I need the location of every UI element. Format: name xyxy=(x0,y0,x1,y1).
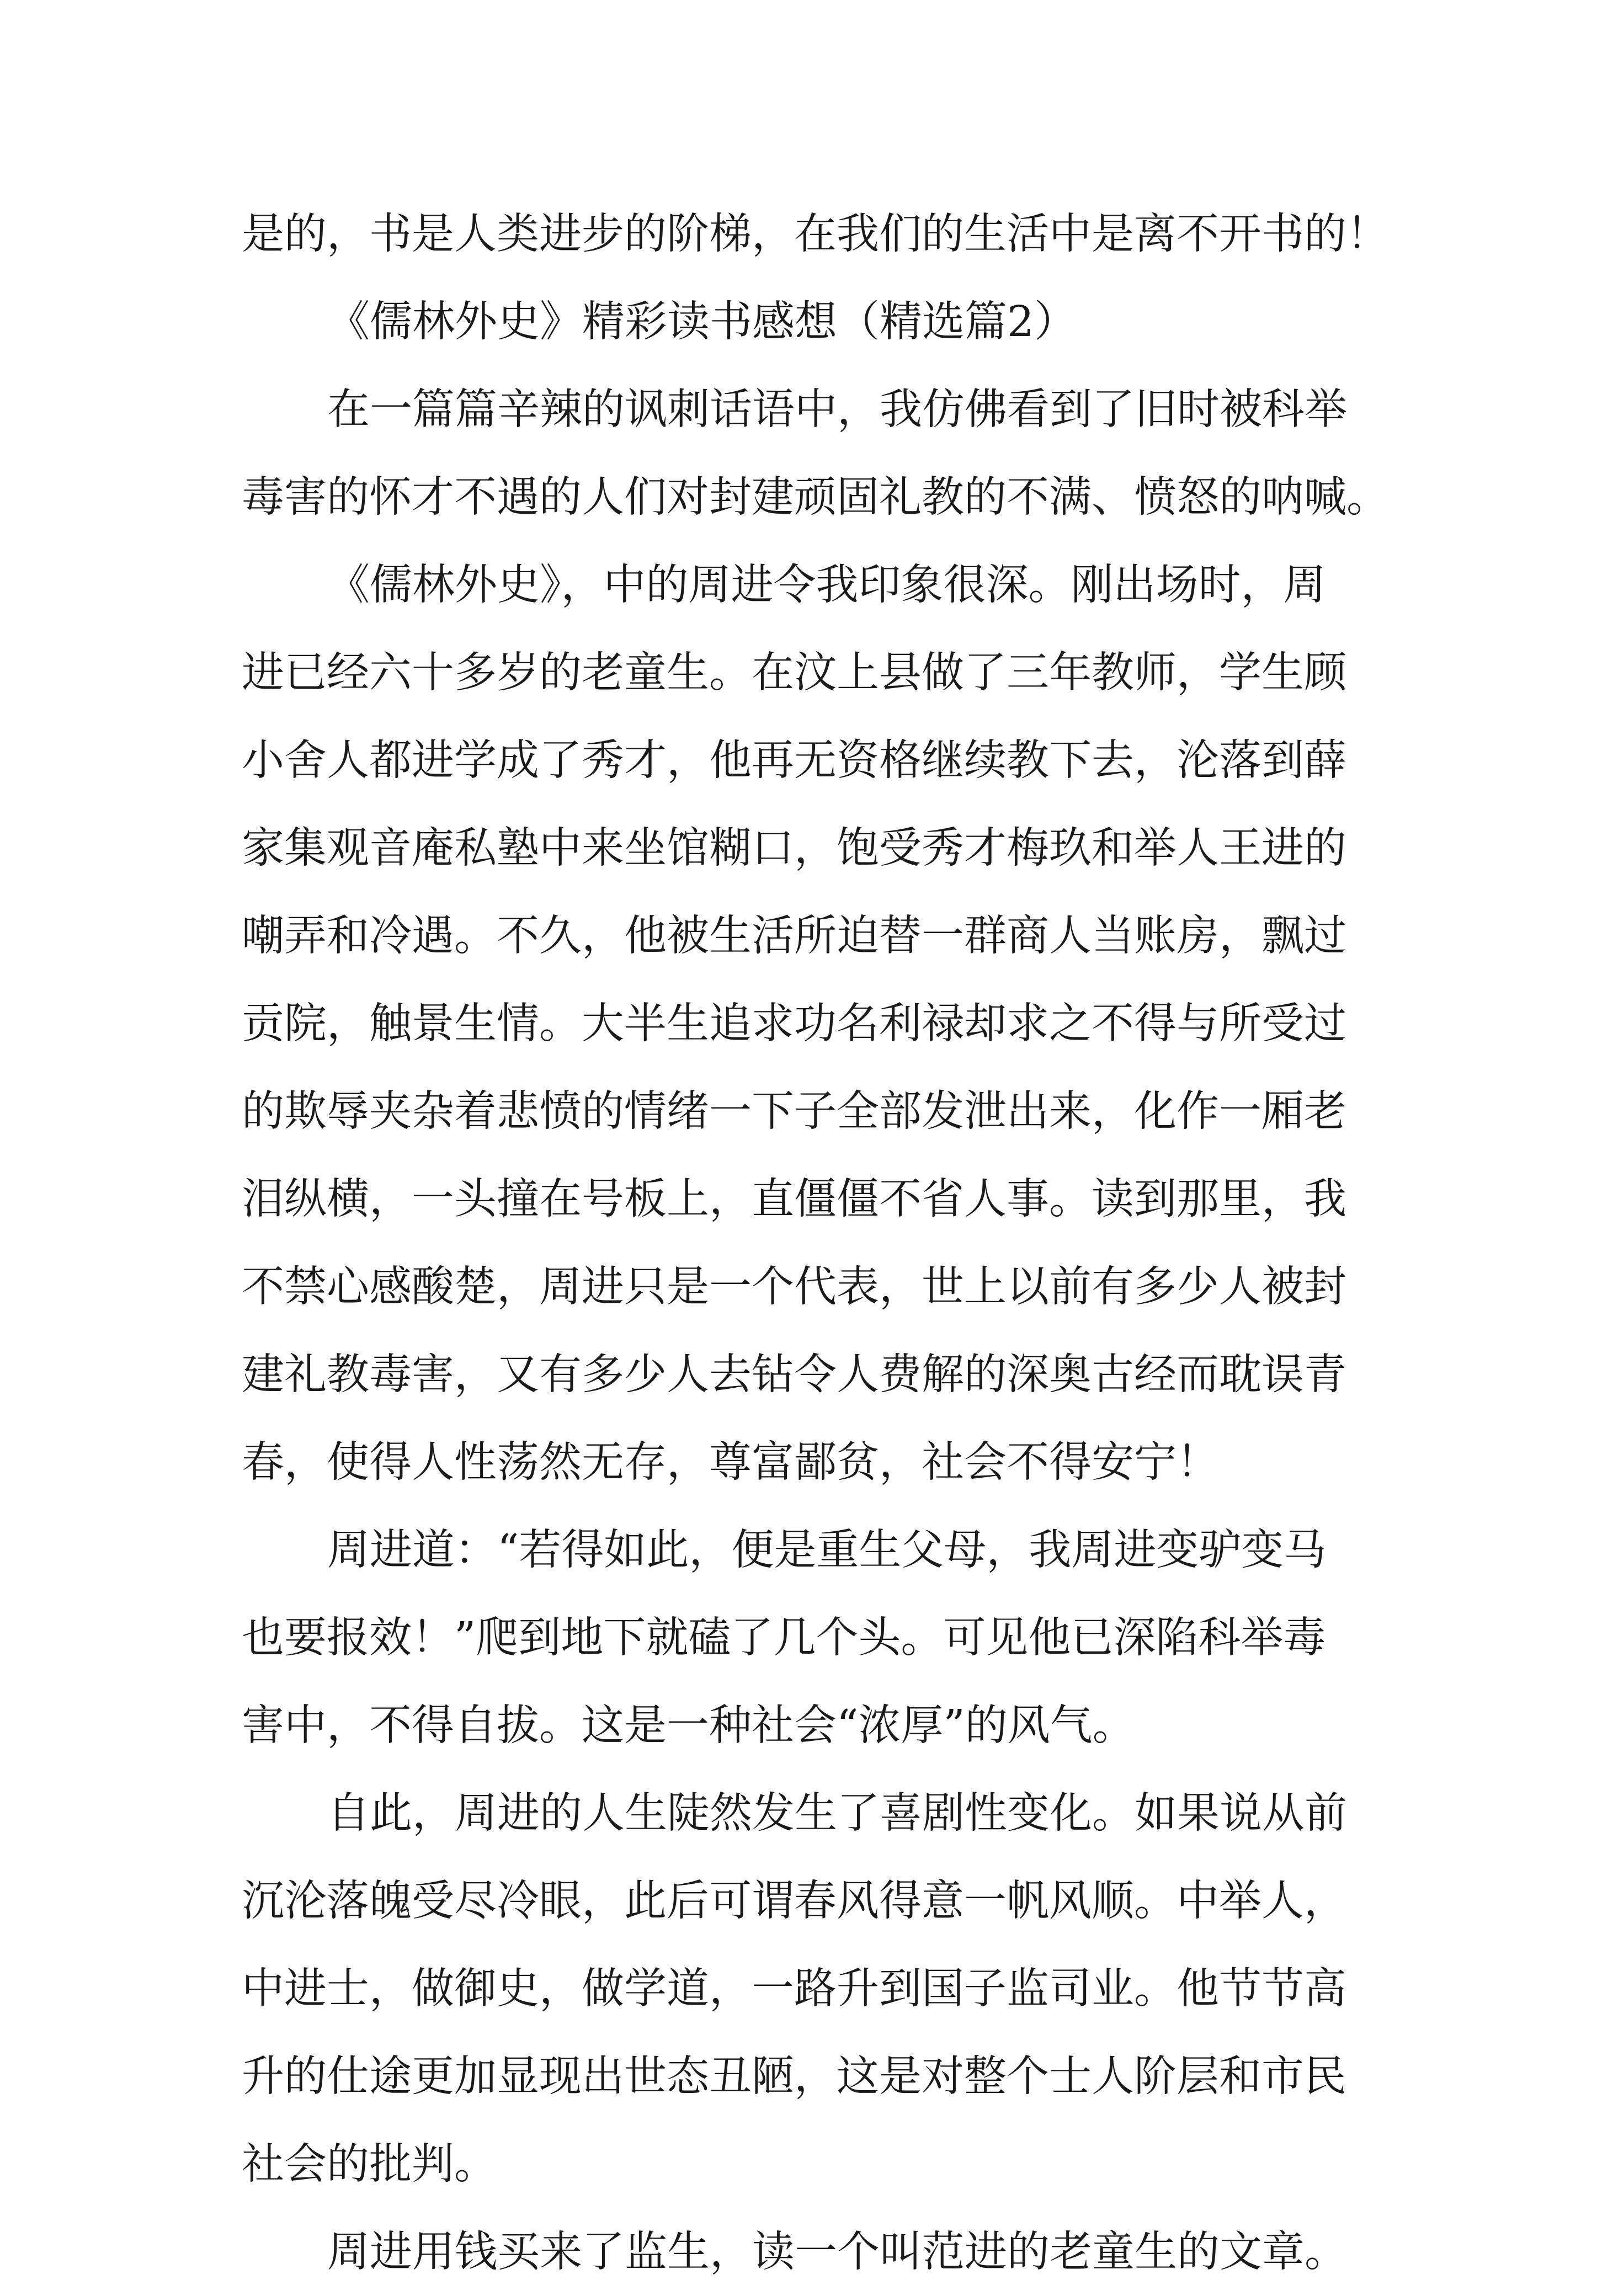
text-line: 沉沦落魄受尽冷眼，此后可谓春风得意一帆风顺。中举人， xyxy=(242,1877,1346,1926)
text-line: 小舍人都进学成了秀才，他再无资格继续教下去，沦落到薛 xyxy=(242,736,1346,785)
text-line: 不禁心感酸楚，周进只是一个代表，世上以前有多少人被封 xyxy=(242,1262,1346,1312)
text-line: 的欺辱夹杂着悲愤的情绪一下子全部发泄出来，化作一厢老 xyxy=(242,1087,1346,1136)
text-line: 建礼教毒害，又有多少人去钻令人费解的深奥古经而耽误青 xyxy=(242,1350,1346,1399)
text-line: 进已经六十多岁的老童生。在汶上县做了三年教师，学生顾 xyxy=(242,648,1346,697)
text-line: 泪纵横，一头撞在号板上，直僵僵不省人事。读到那里，我 xyxy=(242,1175,1346,1224)
text-line: 害中，不得自拔。这是一种社会“浓厚”的风气。 xyxy=(242,1701,1135,1750)
text-line: 贡院，触景生情。大半生追求功名利禄却求之不得与所受过 xyxy=(242,999,1346,1048)
document-body xyxy=(242,190,1390,2296)
text-line: 周进道：“若得如此，便是重生父母，我周进变驴变马 xyxy=(327,1526,1327,1575)
text-line: 在一篇篇辛辣的讽刺话语中，我仿佛看到了旧时被科举 xyxy=(327,385,1347,434)
text-line: 春，使得人性荡然无存，尊富鄙贫，社会不得安宁！ xyxy=(242,1438,1219,1487)
text-line: 毒害的怀才不遇的人们对封建顽固礼教的不满、愤怒的呐喊。 xyxy=(242,473,1389,522)
text-line: 也要报效！”爬到地下就磕了几个头。可见他已深陷科举毒 xyxy=(242,1613,1326,1663)
text-line: 社会的批判。 xyxy=(242,2140,497,2189)
text-line: 自此，周进的人生陡然发生了喜剧性变化。如果说从前 xyxy=(327,1789,1347,1838)
text-line: 家集观音庵私塾中来坐馆糊口，饱受秀才梅玖和举人王进的 xyxy=(242,824,1346,873)
text-line: 升的仕途更加显现出世态丑陋，这是对整个士人阶层和市民 xyxy=(242,2052,1346,2101)
text-line: 《儒林外史》，中的周进令我印象很深。刚出场时，周 xyxy=(327,561,1326,610)
text-line: 嘲弄和冷遇。不久，他被生活所迫替一群商人当账房，飘过 xyxy=(242,912,1346,961)
section-heading: 《儒林外史》精彩读书感想（精选篇2） xyxy=(327,297,1077,347)
text-line: 周进用钱买来了监生，读一个叫范进的老童生的文章。 xyxy=(327,2228,1347,2277)
text-line: 中进士，做御史，做学道，一路升到国子监司业。他节节高 xyxy=(242,1964,1346,2013)
text-line: 是的，书是人类进步的阶梯，在我们的生活中是离不开书的！ xyxy=(242,210,1389,259)
